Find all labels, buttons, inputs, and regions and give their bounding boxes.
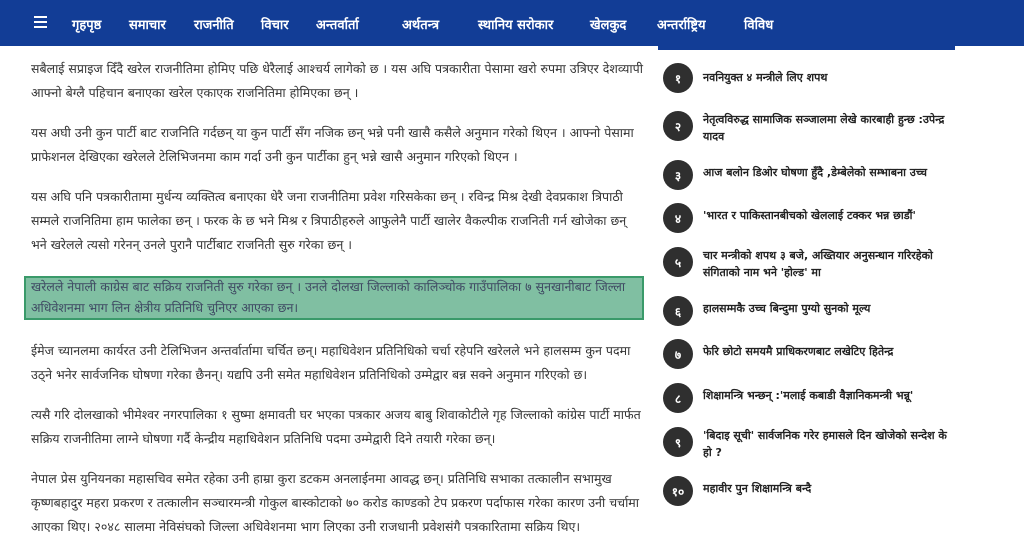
nav-item-interview[interactable]: अन्तर्वार्ता	[316, 18, 359, 33]
trending-rank-badge: ९	[663, 427, 693, 457]
trending-title[interactable]: नेतृत्वविरुद्ध सामाजिक सञ्जालमा लेखे कारबाही हुन्छ :उपेन्द्र यादव	[703, 113, 945, 143]
article-paragraph: सबैलाई सप्राइज दिँदै खरेल राजनीतिमा होमिए पछि धेरैलाई आश्चर्य लागेको छ । यस अघि पत्रकारीता पेसामा खरो रुपमा उत्रिएर देशव्यापी आफ्नो बेग्लै पहिचान बनाएका खरेल एकाएक राजनितिमा होमिएका छन् ।	[31, 61, 643, 100]
trending-rank-badge: ७	[663, 339, 693, 369]
sidebar-header-bar	[658, 46, 955, 50]
trending-item[interactable]	[663, 296, 963, 330]
nav-item-economy[interactable]: अर्थतन्त्र	[402, 18, 440, 33]
trending-item[interactable]	[663, 160, 963, 194]
trending-title[interactable]: चार मन्त्रीको शपथ ३ बजे, अख्तियार अनुसन्धान गरिरहेको संगिताको नाम भने 'होल्ड' मा	[703, 249, 933, 279]
trending-rank-badge: ३	[663, 160, 693, 190]
trending-title[interactable]: फेरि छोटो समयमै प्राधिकरणबाट लखेटिए हितेन्द्र	[703, 345, 894, 358]
trending-title[interactable]: 'भारत र पाकिस्तानबीचको खेललाई टक्कर भन्न छाडौं'	[703, 209, 916, 222]
article-paragraph: ईमेज च्यानलमा कार्यरत उनी टेलिभिजन अन्तर्वार्तामा चर्चित छन्। महाधिवेशन प्रतिनिधिको चर्चा रहेपनि खरेलले भने हालसम्म कुन पदमा उठ्ने भनेर सार्वजनिक घोषणा गरेका छैनन्। यद्यपि उनी समेत महाधिवेशन प्रतिनिधिको उम्मेद्वार बन्न सक्ने अनुमान गरिएको छ।	[31, 343, 631, 382]
nav-item-sports[interactable]: खेलकुद	[590, 18, 627, 33]
top-navbar	[0, 0, 1024, 46]
article-paragraph: नेपाल प्रेस युनियनका महासचिव समेत रहेका उनी हाम्रा कुरा डटकम अनलाईनमा आवद्ध छन्। प्रतिनिधि सभाका तत्कालीन सभामुख कृष्णबहादुर महरा प्रकरण र तत्कालीन सञ्चारमन्त्री गोकुल बास्कोटाको ७० करोड काण्डको टेप प्रकरण पर्दाफास गरेका कारण उनी चर्चामा आएका थिए। २०४८ सालमा नेविसंघको जिल्ला अधिवेशनमा भाग लिएका उनी राजधानी प्रवेशसंगै पत्रकारितामा सक्रिय थिए।	[31, 471, 640, 534]
trending-title[interactable]: 'बिदाइ सूची' सार्वजनिक गरेर हमासले दिन खोजेको सन्देश के हो ?	[703, 429, 947, 459]
trending-rank-badge: १	[663, 63, 693, 93]
hamburger-menu-icon[interactable]	[34, 16, 47, 28]
nav-item-news[interactable]: समाचार	[129, 18, 166, 33]
trending-rank-badge: ६	[663, 296, 693, 326]
nav-item-politics[interactable]: राजनीति	[194, 18, 234, 33]
trending-item[interactable]	[663, 339, 963, 373]
trending-title[interactable]: महावीर पुन शिक्षामन्त्रि बन्दै	[703, 482, 812, 495]
nav-item-opinion[interactable]: विचार	[261, 18, 289, 33]
trending-item[interactable]	[663, 203, 963, 237]
trending-title[interactable]: आज बलोन डिओर घोषणा हुँदै ,डेम्बेलेको सम्भाबना उच्च	[703, 166, 927, 179]
trending-title[interactable]: नवनियुक्त ४ मन्त्रीले लिए शपथ	[703, 71, 828, 84]
trending-item[interactable]	[663, 476, 963, 510]
nav-item-international[interactable]: अन्तर्राष्ट्रिय	[657, 18, 706, 33]
nav-item-local[interactable]: स्थानिय सरोकार	[478, 18, 554, 33]
trending-rank-badge: ८	[663, 383, 693, 413]
trending-item[interactable]	[663, 427, 963, 461]
trending-rank-badge: ५	[663, 247, 693, 277]
trending-rank-badge: ४	[663, 203, 693, 233]
article-paragraph: यस अघि पनि पत्रकारीतामा मुर्धन्य व्यक्तित्व बनाएका धेरै जना राजनीतिमा प्रवेश गरिसकेका छन् । रविन्द्र मिश्र देखी देवप्रकाश त्रिपाठी सम्मले राजनितिमा हाम फालेका छन् । फरक के छ भने मिश्र र त्रिपाठीहरुले आफुलेनै पार्टी खालेर वैकल्पीक राजनिती गर्न खोजेका छन् भने खरेलले त्यसो गरेनन् उनले पुरानै पार्टीबाट राजनिती सुरु गरेका छन् ।	[31, 189, 627, 252]
trending-rank-badge: २	[663, 111, 693, 141]
trending-item[interactable]	[663, 247, 963, 281]
article-paragraph-highlighted: खरेलले नेपाली काग्रेस बाट सक्रिय राजनिती सुरु गरेका छन् । उनले दोलखा जिल्लाको कालिञ्चोक गाउँपालिका ७ सुनखानीबाट जिल्ला अधिवेशनमा भाग लिन क्षेत्रीय प्रतिनिधि चुनिएर आएका छन।	[31, 279, 626, 315]
trending-item[interactable]	[663, 383, 963, 417]
trending-item[interactable]	[663, 63, 963, 97]
article-paragraph: यस अघी उनी कुन पार्टी बाट राजनिति गर्दछन् या कुन पार्टी सँग नजिक छन् भन्ने पनी खासै कसैले अनुमान गरेको थिएन । आफ्नो पेसामा प्राफेशनल देखिएका खरेलले टेलिभिजनमा काम गर्दा उनी कुन पार्टीका हुन् भन्ने खासै अनुमान गरिएको थिएन ।	[31, 125, 634, 164]
trending-title[interactable]: हालसम्मकै उच्च बिन्दुमा पुग्यो सुनको मूल्य	[703, 302, 871, 315]
trending-title[interactable]: शिक्षामन्त्रि भन्छन् :'मलाई कबाडी वैज्ञानिकमन्त्री भन्नू'	[703, 389, 914, 402]
nav-item-misc[interactable]: विविध	[744, 18, 774, 33]
trending-rank-badge: १०	[663, 476, 693, 506]
nav-item-home[interactable]: गृहपृष्ठ	[72, 18, 102, 33]
trending-item[interactable]	[663, 111, 963, 145]
article-paragraph: त्यसै गरि दोलखाको भीमेश्वर नगरपालिका १ सुष्मा क्षमावती घर भएका पत्रकार अजय बाबु शिवाकोटीले गृह जिल्लाको कांग्रेस पार्टी मार्फत सक्रिय राजनीतिमा लाग्ने घोषणा गर्दै केन्द्रीय महाधिवेशन प्रतिनिधि पदमा उम्मेद्वारी दिने तयारी गरेका छन्।	[31, 407, 641, 446]
